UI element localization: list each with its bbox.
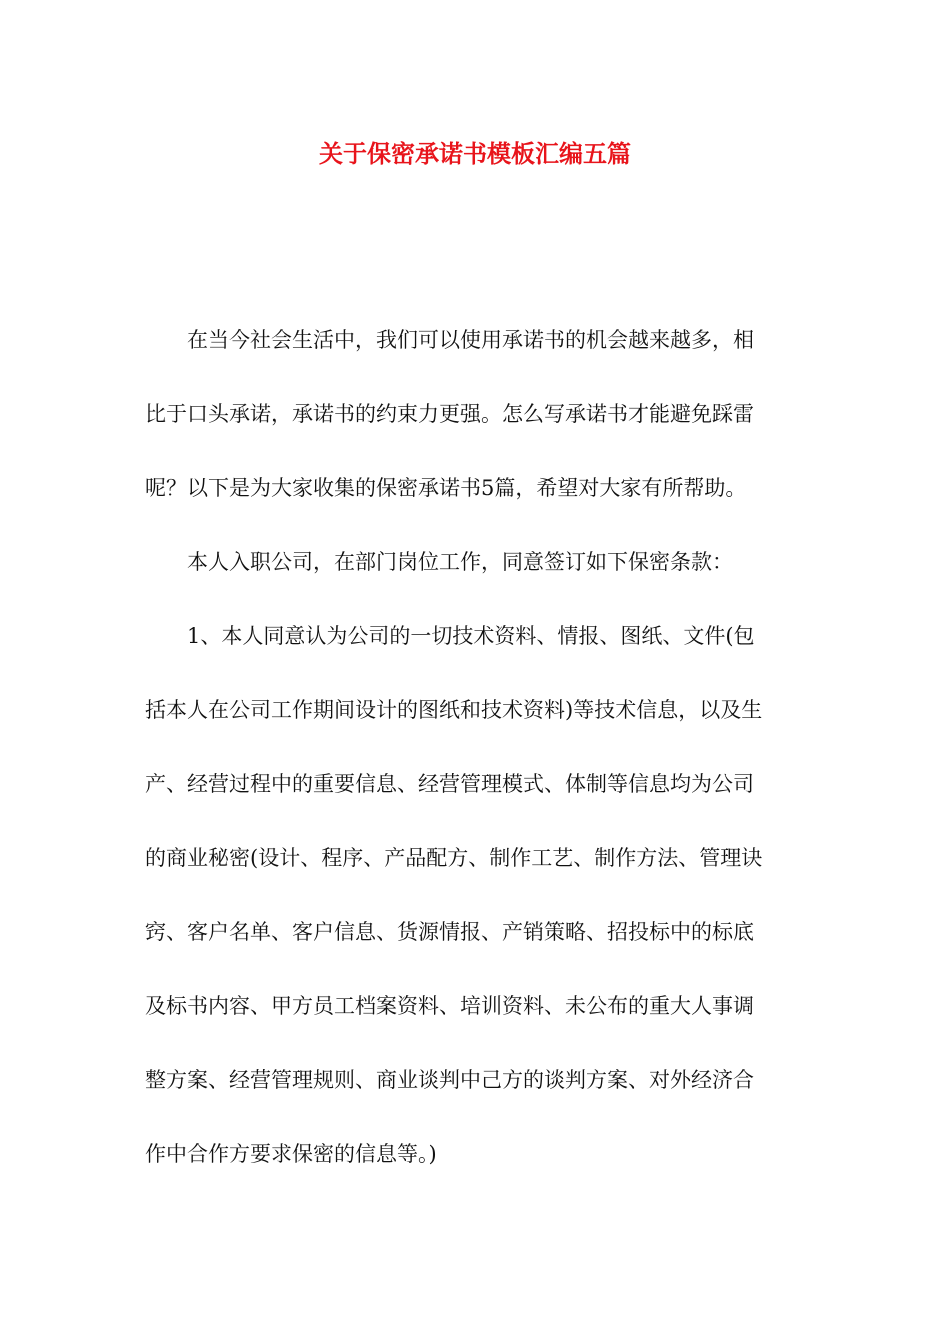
text-line: 本人入职公司，在部门岗位工作，同意签订如下保密条款： (187, 550, 733, 574)
intro-paragraph (145, 322, 810, 507)
text-line: 产、经营过程中的重要信息、经营管理模式、体制等信息均为公司 (145, 772, 754, 796)
text-line: 窍、客户名单、客户信息、货源情报、产销策略、招投标中的标底 (145, 920, 754, 944)
text-line: 括本人在公司工作期间设计的图纸和技术资料)等技术信息，以及生 (145, 698, 763, 722)
text-line: 的商业秘密(设计、程序、产品配方、制作工艺、制作方法、管理诀 (145, 846, 763, 870)
text-line: 作中合作方要求保密的信息等。) (145, 1142, 437, 1166)
text-line: 及标书内容、甲方员工档案资料、培训资料、未公布的重大人事调 (145, 994, 754, 1018)
agreement-paragraph (145, 544, 810, 581)
clause-1-paragraph (145, 618, 810, 1173)
document-title: 关于保密承诺书模板汇编五篇 (319, 139, 631, 168)
text-line: 在当今社会生活中，我们可以使用承诺书的机会越来越多，相 (187, 328, 754, 352)
text-line: 1、本人同意认为公司的一切技术资料、情报、图纸、文件(包 (187, 624, 755, 648)
document-body (145, 322, 810, 1210)
text-line: 呢？以下是为大家收集的保密承诺书5篇，希望对大家有所帮助。 (145, 476, 747, 500)
text-line: 整方案、经营管理规则、商业谈判中己方的谈判方案、对外经济合 (145, 1068, 754, 1092)
text-line: 比于口头承诺，承诺书的约束力更强。怎么写承诺书才能避免踩雷 (145, 402, 754, 426)
